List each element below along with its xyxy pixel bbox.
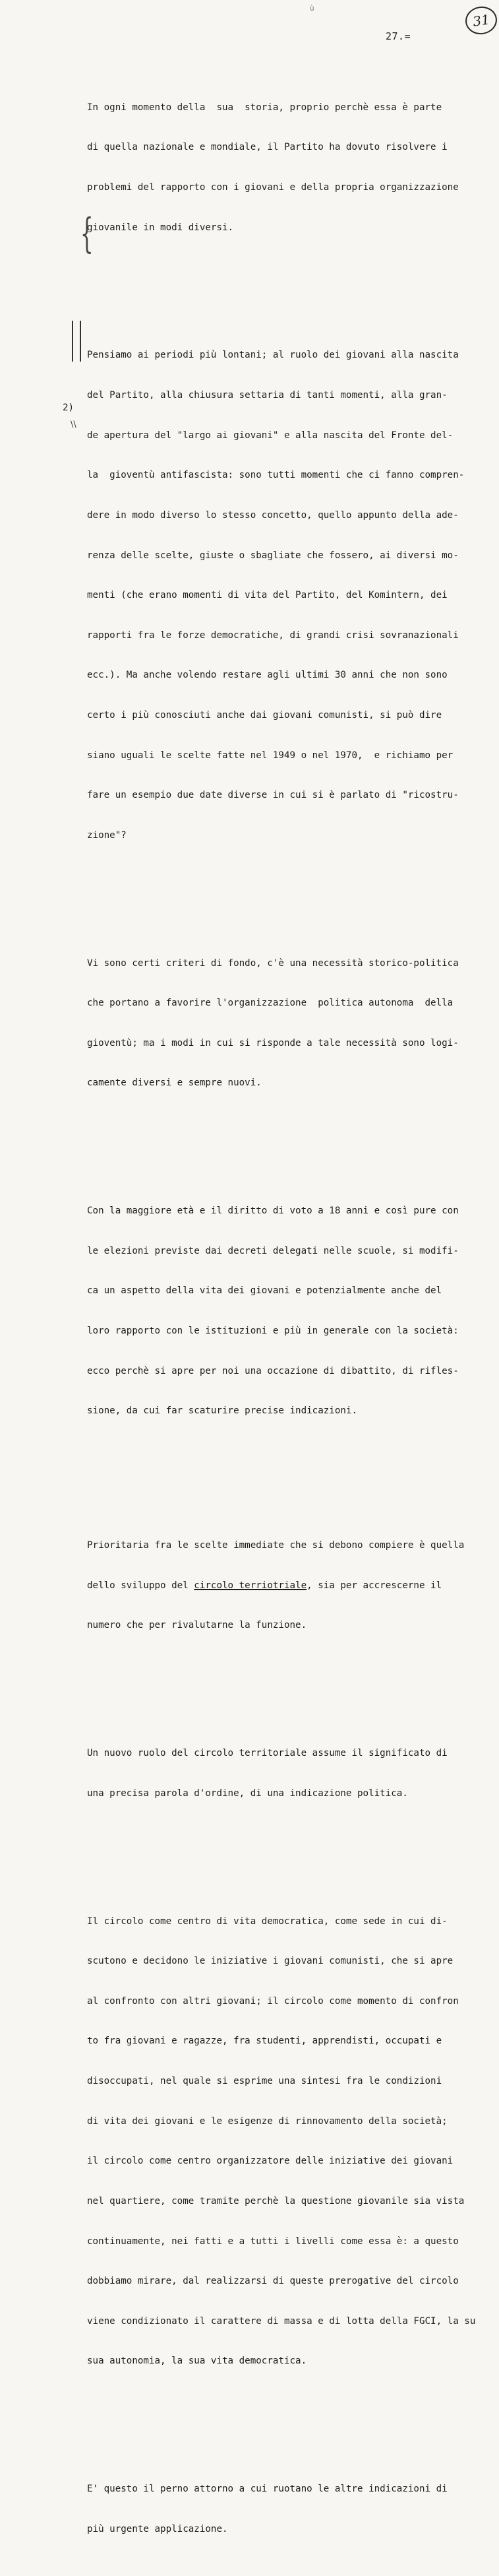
text-line: di vita dei giovani e le esigenze di rinnovamento della società; [87,2115,448,2127]
text-line [87,1579,492,1592]
paragraph-7 [87,1888,492,2395]
text-line: di quella nazionale e mondiale, il Partito ha dovuto risolvere i [87,142,448,153]
text-line: camente diversi e sempre nuovi. [87,1078,262,1089]
paragraph-1 [87,74,492,261]
paragraph-5 [87,1512,492,1659]
text-line: dere in modo diverso lo stesso concetto, quello appunto della ade- [87,509,459,521]
text-line: Con la maggiore età e il diritto di voto a 18 anni e così pure con [87,1206,459,1217]
text-line: sione, da cui far scaturire precise indicazioni. [87,1405,357,1417]
text-line: siano uguali le scelte fatte nel 1949 o nel 1970, e richiamo per [87,750,454,761]
scan-mark: ù [310,4,314,13]
text-line: le elezioni previste dai decreti delegati nelle scuole, si modifi- [87,1245,459,1256]
text-line: al confronto con altri giovani; il circolo come momento di confron [87,1995,459,2007]
archive-stamp: 31 [463,5,498,36]
text-line: Il circolo come centro di vita democratica, come sede in cui di- [87,1916,448,1927]
text-line: continuamente, nei fatti e a tutti i livelli come essa è: a questo [87,2236,459,2247]
underlined-term: circolo terriotriale [194,1580,307,1591]
text-line: che portano a favorire l'organizzazione politica autonoma della [87,998,454,1009]
text-line: nel quartiere, come tramite perchè la questione giovanile sia vista [87,2195,465,2206]
text-line: to fra giovani e ragazze, fra studenti, apprendisti, occupati e [87,2036,442,2047]
text-line: viene condizionato il carattere di massa e di lotta della FGCI, la su [87,2315,476,2327]
text-line: de apertura del "largo ai giovani" e alla nascita del Fronte del- [87,430,454,441]
margin-double-bar [72,321,81,362]
text-line: ca un aspetto della vita dei giovani e potenzialmente anche del [87,1285,442,1297]
text-line: ecco perchè si apre per noi una occazione di dibattito, di rifles- [87,1365,459,1376]
text-line: rapporti fra le forze democratiche, di grandi crisi sovranazionali [87,629,459,641]
text-line: numero che per rivalutarne la funzione. [87,1620,307,1631]
text-line: la gioventù antifascista: sono tutti momenti che ci fanno compren- [87,470,465,481]
paragraph-8 [87,2456,492,2563]
margin-tick-mark: \\ [71,420,76,430]
paragraph-3 [87,930,492,1116]
paragraph-4 [87,1178,492,1444]
text-line: giovanile in modi diversi. [87,222,234,233]
paragraph-2 [87,322,492,868]
text-line: certo i più conosciuti anche dai giovani comunisti, si può dire [87,709,442,721]
text-line: sua autonomia, la sua vita democratica. [87,2356,307,2367]
text-line: gioventù; ma i modi in cui si risponde a tale necessità sono logi- [87,1037,459,1048]
text-line: Vi sono certi criteri di fondo, c'è una necessità storico-politica [87,957,459,969]
text-line: menti (che erano momenti di vita del Partito, del Komintern, dei [87,590,448,601]
text-line: zione"? [87,829,127,841]
text-line: loro rapporto con le istituzioni e più in generale con la società: [87,1326,459,1337]
text-line: scutono e decidono le iniziative i giovani comunisti, che si apre [87,1956,454,1967]
text-line: una precisa parola d'ordine, di una indicazione politica. [87,1787,408,1799]
text-run: dello sviluppo del [87,1580,194,1591]
text-line: disoccupati, nel quale si esprime una sintesi fra le condizioni [87,2076,442,2087]
text-line: Prioritaria fra le scelte immediate che si debono compiere è quella [87,1540,465,1551]
text-line: fare un esempio due date diverse in cui si è parlato di "ricostru- [87,790,459,801]
text-line: Pensiamo ai periodi più lontani; al ruolo dei giovani alla nascita [87,350,459,361]
text-line: del Partito, alla chiusura settaria di tanti momenti, alla gran- [87,390,448,401]
text-line: ecc.). Ma anche volendo restare agli ultimi 30 anni che non sono [87,670,448,681]
margin-bracket-left: { [80,209,94,257]
document-body [87,48,492,2576]
text-line: E' questo il perno attorno a cui ruotano le altre indicazioni di [87,2484,448,2495]
text-line: problemi del rapporto con i giovani e della propria organizzazione [87,182,459,193]
text-line: Un nuovo ruolo del circolo territoriale assume il significato di [87,1748,448,1759]
text-line: In ogni momento della sua storia, proprio perchè essa è parte [87,102,442,113]
text-line: dobbiamo mirare, dal realizzarsi di queste prerogative del circolo [87,2276,459,2287]
page-number: 27.= [386,30,411,42]
section-number: 2) [63,402,74,413]
text-line: più urgente applicazione. [87,2523,228,2534]
text-line: il circolo come centro organizzatore delle iniziative dei giovani [87,2156,454,2167]
text-run: , sia per accrescerne il [307,1580,442,1591]
paragraph-6 [87,1720,492,1827]
text-line: renza delle scelte, giuste o sbagliate che fossero, ai diversi mo- [87,550,459,561]
